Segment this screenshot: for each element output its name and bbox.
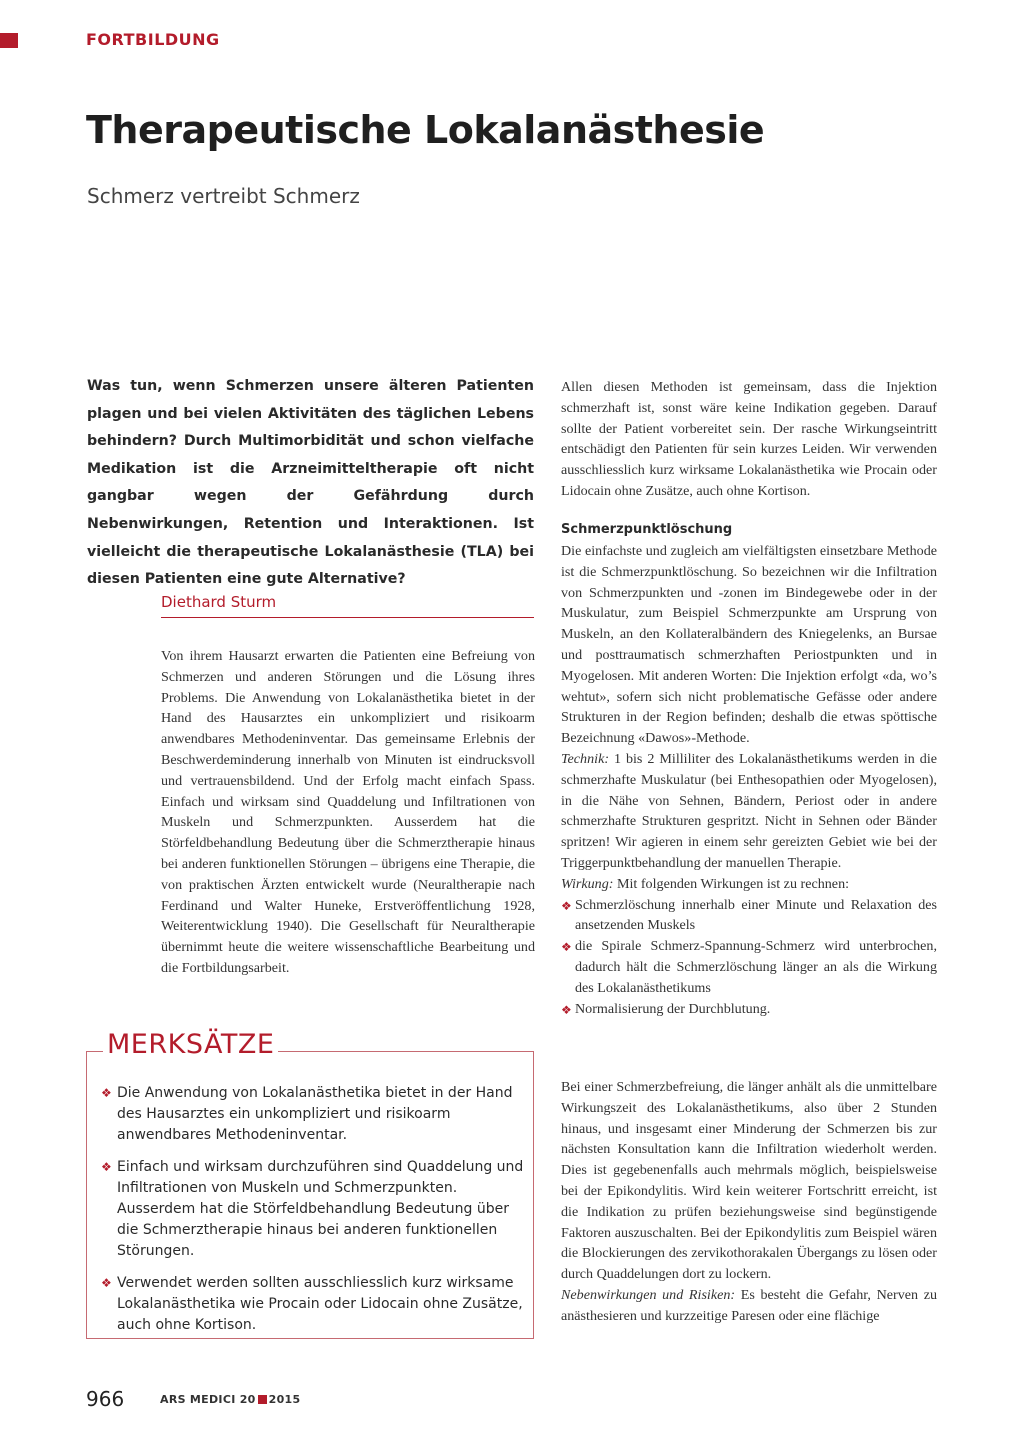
nebenwirkungen-text: Es besteht die Gefahr, Nerven zu anästhesieren und kurzzeitige Paresen oder eine flächige	[561, 1286, 937, 1324]
list-item: ❖ Verwendet werden sollten ausschliesslich kurz wirksame Lokalanästhetika wie Procain oder Lidocain ohne Zusätze, auch ohne Kortison.	[101, 1275, 523, 1333]
article-subtitle: Schmerz vertreibt Schmerz	[87, 184, 360, 208]
journal-year: 2015	[268, 1393, 301, 1406]
paragraph-text: Bei einer Schmerzbefreiung, die länger anhält als die unmittelbare Wirkungszeit des Lokalanästhetikums, also über 2 Stunden hinaus, und insgesamt einer Minderung der Schmerzen bis zur nächsten Konsultation kann die Infiltration wiederholt werden. Dies ist gegebenenfalls auch mehrmals möglich, beispielsweise bei der Epikondylitis. Wird kein weiterer Fortschritt erreicht, ist die Indikation zu prüfen beziehungsweise sind begünstigende Faktoren auszuschalten. Bei der Epikondylitis zum Beispiel wären die Blockierungen des zervikothorakalen Übergangs zu lösen oder durch Quaddelungen dort zu lockern.	[561, 1079, 937, 1283]
wirkung-text: Mit folgenden Wirkungen ist zu rechnen:	[613, 875, 850, 892]
paragraph-text: Die einfachste und zugleich am vielfältigsten einsetzbare Methode ist die Schmerzpunktlöschung. So bezeichnen wir die Infiltration von Schmerzpunkten und -zonen im Bindegewebe oder in der Muskulatur, zum Beispiel Schmerzpunkte am Ursprung von Muskeln, an den Kollateralbändern des Kniegelenks, an Bursae und posttraumatisch schmerzhaften Periostpunkten und in Myogelosen. Mit anderen Worten: Die Injektion erfolgt «da, wo’s wehtut», sofern sich nicht problematische Gefässe oder andere Strukturen in der Region befinden; deshalb die etwas spöttische Bezeichnung «Dawos»-Methode.	[561, 543, 937, 747]
list-item: ❖ Einfach und wirksam durchzuführen sind Quaddelung und Infiltrationen von Muskeln und Schmerzpunkten. Ausserdem hat die Störfeldbehandlung Bedeutung über die Schmerztherapie hinaus bei anderen funktionellen Störungen.	[101, 1159, 524, 1259]
article-title: Therapeutische Lokalanästhesie	[86, 108, 765, 152]
author-name: Diethard Sturm	[161, 593, 534, 618]
diamond-bullet-icon: ❖	[561, 1002, 572, 1017]
square-icon	[258, 1395, 267, 1404]
lead-paragraph: Was tun, wenn Schmerzen unsere älteren Patienten plagen und bei vielen Aktivitäten des täglichen Lebens behindern? Durch Multimorbidität und schon vielfache Medikation ist die Arzneimitteltherapie oft nicht gangbar wegen der Gefährdung durch Nebenwirkungen, Retention und Interaktionen. Ist vielleicht die therapeutische Lokalanästhesie (TLA) bei diesen Patienten eine gute Alternative?	[87, 378, 534, 588]
technik-text: 1 bis 2 Milliliter des Lokalanästhetikums werden in die schmerzhafte Muskulatur (bei Enthesopathien oder Myogelosen), in die Nähe von Sehnen, Bändern, Periost oder in andere schmerzhafte Strukturen gespritzt. Nicht in Sehnen oder Bänder spritzen! Wir agieren in einem sehr gereizten Gebiet wie bei der Triggerpunktbehandlung der manuellen Therapie.	[561, 750, 937, 871]
list-item: ❖ Die Anwendung von Lokalanästhetika bietet in der Hand des Hausarztes ein unkompliziert und risikoarm anwendbares Methodeninventar.	[101, 1085, 513, 1143]
diamond-bullet-icon: ❖	[561, 898, 572, 913]
diamond-bullet-icon: ❖	[101, 1086, 112, 1100]
journal-reference	[160, 1393, 300, 1406]
column2-paragraph-3	[561, 1077, 937, 1327]
page-number: 966	[86, 1387, 125, 1411]
column2-paragraph-1: Allen diesen Methoden ist gemeinsam, dass die Injektion schmerzhaft ist, sonst wäre keine Indikation gegeben. Darauf sollte der Patient vorbereitet sein. Der rasche Wirkungseintritt entschädigt den Patienten für sein kurzes Leiden. Wir verwenden ausschliesslich kurz wirksame Lokalanästhetika wie Procain oder Lidocain ohne Zusätze, auch ohne Kortison.	[561, 379, 937, 499]
technik-label: Technik:	[561, 750, 610, 767]
list-item: ❖ Normalisierung der Durchblutung.	[561, 999, 937, 1020]
section-marker	[0, 33, 18, 48]
section-label: FORTBILDUNG	[86, 30, 220, 49]
merksaetze-list	[101, 1083, 525, 1348]
merksaetze-title: MERKSÄTZE	[103, 1029, 278, 1060]
list-item: ❖ die Spirale Schmerz-Spannung-Schmerz wird unterbrochen, dadurch hält die Schmerzlöschung länger an als die Wirkung des Lokalanästhetikums	[561, 938, 937, 996]
section-heading: Schmerzpunktlöschung	[561, 522, 733, 537]
diamond-bullet-icon: ❖	[101, 1276, 112, 1291]
list-item: ❖ Schmerzlöschung innerhalb einer Minute und Relaxation des ansetzenden Muskels	[561, 896, 937, 934]
diamond-bullet-icon: ❖	[101, 1160, 112, 1175]
nebenwirkungen-label: Nebenwirkungen und Risiken:	[561, 1286, 736, 1303]
intro-paragraph: Von ihrem Hausarzt erwarten die Patienten eine Befreiung von Schmerzen und anderen Störungen und die Lösung ihres Problems. Die Anwendung von Lokalanästhetika bietet in der Hand des Hausarztes ein unkompliziert und risikoarm anwendbares Methodeninventar. Das gemeinsame Erlebnis der Beschwerdeminderung innerhalb von Minuten ist eindrucksvoll und vertrauensbildend. Und der Erfolg macht einfach Spass. Einfach und wirksam sind Quaddelung und Infiltrationen von Muskeln und Schmerzpunkten. Ausserdem hat die Störfeldbehandlung Bedeutung über die Schmerztherapie hinaus bei anderen funktionellen Störungen – übrigens eine Therapie, die von praktischen Ärzten entwickelt wurde (Neuraltherapie nach Ferdinand und Walter Huneke, Erstveröffentlichung 1928, Weiterentwicklung 1940). Die Gesellschaft für Neuraltherapie übernimmt heute die weitere wissenschaftliche Bearbeitung und die Fortbildungsarbeit.	[161, 648, 535, 976]
wirkung-label: Wirkung:	[561, 875, 614, 892]
wirkung-list	[561, 895, 937, 1020]
diamond-bullet-icon: ❖	[561, 940, 572, 955]
journal-name: ARS MEDICI 20	[160, 1393, 256, 1406]
column2-section-body	[561, 541, 937, 1019]
